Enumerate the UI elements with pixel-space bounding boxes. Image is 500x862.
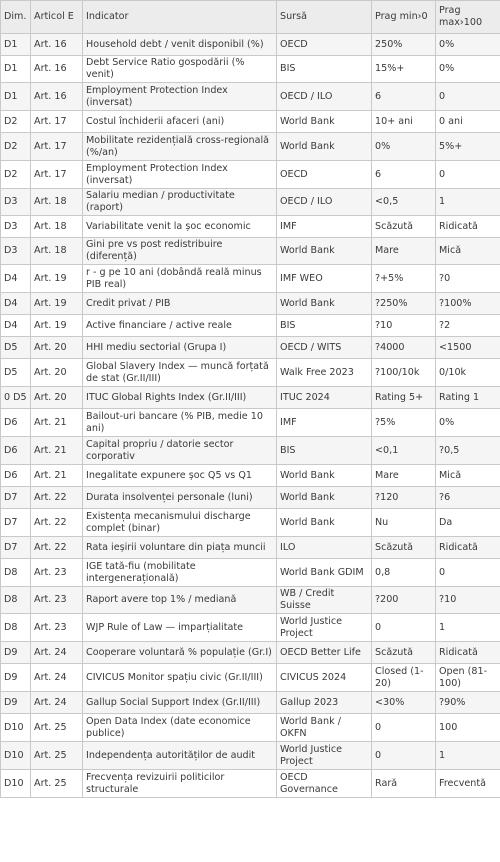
cell-max-threshold: ?2 — [436, 315, 500, 337]
cell-source: IMF — [277, 216, 372, 238]
cell-min-threshold: ?+5% — [372, 265, 436, 293]
header-article: Articol E — [31, 1, 83, 34]
cell-source: OECD — [277, 34, 372, 56]
table-row — [1, 487, 500, 509]
table-row — [1, 387, 500, 409]
cell-source: Gallup 2023 — [277, 692, 372, 714]
cell-article: Art. 23 — [31, 614, 83, 642]
cell-dimension: D3 — [1, 216, 31, 238]
cell-max-threshold: 5%+ — [436, 133, 500, 161]
cell-max-threshold: Rating 1 — [436, 387, 500, 409]
cell-dimension: D1 — [1, 56, 31, 83]
cell-min-threshold: 6 — [372, 161, 436, 189]
cell-source: World Justice Project — [277, 742, 372, 770]
cell-indicator: Mobilitate rezidențială cross-regională (%/an) — [83, 133, 277, 161]
cell-max-threshold: ?90% — [436, 692, 500, 714]
cell-article: Art. 21 — [31, 409, 83, 437]
cell-source: OECD Better Life — [277, 642, 372, 664]
table-row — [1, 642, 500, 664]
cell-article: Art. 16 — [31, 83, 83, 111]
cell-article: Art. 20 — [31, 359, 83, 387]
table-row — [1, 692, 500, 714]
cell-max-threshold: ?10 — [436, 587, 500, 614]
cell-article: Art. 24 — [31, 692, 83, 714]
cell-min-threshold: ?250% — [372, 293, 436, 315]
cell-article: Art. 21 — [31, 437, 83, 465]
cell-max-threshold: 0% — [436, 56, 500, 83]
cell-source: World Bank / OKFN — [277, 714, 372, 742]
table-row — [1, 315, 500, 337]
cell-indicator: Raport avere top 1% / mediană — [83, 587, 277, 614]
cell-indicator: Rata ieșirii voluntare din piața muncii — [83, 537, 277, 559]
cell-max-threshold: 0% — [436, 409, 500, 437]
cell-source: OECD / ILO — [277, 189, 372, 216]
cell-indicator: Debt Service Ratio gospodării (% venit) — [83, 56, 277, 83]
cell-indicator: CIVICUS Monitor spațiu civic (Gr.II/III) — [83, 664, 277, 692]
cell-source: World Justice Project — [277, 614, 372, 642]
cell-indicator: HHI mediu sectorial (Grupa I) — [83, 337, 277, 359]
cell-indicator: Variabilitate venit la șoc economic — [83, 216, 277, 238]
cell-dimension: D8 — [1, 559, 31, 587]
header-min-threshold: Prag min›0 — [372, 1, 436, 34]
table-row — [1, 714, 500, 742]
table-body — [1, 34, 500, 798]
table-row — [1, 34, 500, 56]
table-row — [1, 238, 500, 265]
header-max-threshold: Prag max›100 — [436, 1, 500, 34]
cell-article: Art. 19 — [31, 265, 83, 293]
cell-min-threshold: 250% — [372, 34, 436, 56]
table-row — [1, 437, 500, 465]
cell-indicator: Independența autorităților de audit — [83, 742, 277, 770]
cell-min-threshold: 0% — [372, 133, 436, 161]
cell-min-threshold: Scăzută — [372, 537, 436, 559]
table-header — [1, 1, 500, 34]
cell-source: BIS — [277, 437, 372, 465]
cell-max-threshold: Mică — [436, 238, 500, 265]
cell-source: WB / Credit Suisse — [277, 587, 372, 614]
cell-source: World Bank — [277, 487, 372, 509]
cell-dimension: D4 — [1, 265, 31, 293]
cell-source: OECD — [277, 161, 372, 189]
table-row — [1, 359, 500, 387]
cell-max-threshold: 1 — [436, 189, 500, 216]
cell-source: OECD / ILO — [277, 83, 372, 111]
table-row — [1, 742, 500, 770]
cell-indicator: Active financiare / active reale — [83, 315, 277, 337]
table-row — [1, 161, 500, 189]
cell-source: World Bank — [277, 465, 372, 487]
cell-indicator: r - g pe 10 ani (dobândă reală minus PIB real) — [83, 265, 277, 293]
cell-min-threshold: ?200 — [372, 587, 436, 614]
cell-source: OECD / WITS — [277, 337, 372, 359]
cell-dimension: D5 — [1, 359, 31, 387]
header-dim: Dim. — [1, 1, 31, 34]
cell-max-threshold: 0/10k — [436, 359, 500, 387]
cell-max-threshold: ?100% — [436, 293, 500, 315]
header-source: Sursă — [277, 1, 372, 34]
cell-indicator: Salariu median / productivitate (raport) — [83, 189, 277, 216]
cell-dimension: D2 — [1, 111, 31, 133]
cell-indicator: Cooperare voluntară % populație (Gr.I) — [83, 642, 277, 664]
cell-min-threshold: <0,5 — [372, 189, 436, 216]
cell-article: Art. 25 — [31, 770, 83, 798]
cell-dimension: D6 — [1, 437, 31, 465]
cell-min-threshold: Rating 5+ — [372, 387, 436, 409]
cell-article: Art. 22 — [31, 487, 83, 509]
cell-indicator: Durata insolvenței personale (luni) — [83, 487, 277, 509]
cell-article: Art. 16 — [31, 34, 83, 56]
cell-min-threshold: 0 — [372, 714, 436, 742]
cell-dimension: D4 — [1, 293, 31, 315]
cell-dimension: D4 — [1, 315, 31, 337]
cell-min-threshold: 10+ ani — [372, 111, 436, 133]
cell-indicator: Frecvența revizuirii politicilor structurale — [83, 770, 277, 798]
cell-max-threshold: 0 — [436, 559, 500, 587]
table-row — [1, 265, 500, 293]
cell-dimension: D5 — [1, 337, 31, 359]
cell-indicator: Employment Protection Index (inversat) — [83, 83, 277, 111]
cell-max-threshold: ?6 — [436, 487, 500, 509]
table-row — [1, 537, 500, 559]
cell-source: World Bank — [277, 238, 372, 265]
cell-dimension: D3 — [1, 238, 31, 265]
cell-max-threshold: 100 — [436, 714, 500, 742]
cell-article: Art. 25 — [31, 742, 83, 770]
table-row — [1, 56, 500, 83]
table-row — [1, 664, 500, 692]
cell-source: IMF — [277, 409, 372, 437]
table-row — [1, 337, 500, 359]
cell-article: Art. 17 — [31, 133, 83, 161]
cell-indicator: Open Data Index (date economice publice) — [83, 714, 277, 742]
cell-min-threshold: Scăzută — [372, 642, 436, 664]
cell-article: Art. 24 — [31, 642, 83, 664]
table-row — [1, 293, 500, 315]
cell-min-threshold: 0 — [372, 742, 436, 770]
cell-article: Art. 17 — [31, 161, 83, 189]
table-row — [1, 559, 500, 587]
cell-dimension: D1 — [1, 34, 31, 56]
cell-indicator: Bailout-uri bancare (% PIB, medie 10 ani) — [83, 409, 277, 437]
cell-min-threshold: Nu — [372, 509, 436, 537]
table-row — [1, 216, 500, 238]
cell-indicator: WJP Rule of Law — imparțialitate — [83, 614, 277, 642]
cell-article: Art. 19 — [31, 293, 83, 315]
cell-max-threshold: Da — [436, 509, 500, 537]
cell-article: Art. 19 — [31, 315, 83, 337]
table-row — [1, 409, 500, 437]
cell-source: BIS — [277, 56, 372, 83]
cell-article: Art. 22 — [31, 537, 83, 559]
cell-max-threshold: Frecventă — [436, 770, 500, 798]
cell-indicator: Gini pre vs post redistribuire (diferență) — [83, 238, 277, 265]
cell-dimension: D9 — [1, 642, 31, 664]
cell-min-threshold: ?4000 — [372, 337, 436, 359]
cell-indicator: Employment Protection Index (inversat) — [83, 161, 277, 189]
cell-dimension: D8 — [1, 587, 31, 614]
cell-source: World Bank — [277, 509, 372, 537]
cell-min-threshold: <0,1 — [372, 437, 436, 465]
cell-indicator: Capital propriu / datorie sector corporativ — [83, 437, 277, 465]
cell-min-threshold: <30% — [372, 692, 436, 714]
cell-indicator: Credit privat / PIB — [83, 293, 277, 315]
cell-dimension: D2 — [1, 161, 31, 189]
cell-max-threshold: 0 ani — [436, 111, 500, 133]
cell-min-threshold: ?100/10k — [372, 359, 436, 387]
cell-indicator: Global Slavery Index — muncă forțată de stat (Gr.II/III) — [83, 359, 277, 387]
cell-source: ILO — [277, 537, 372, 559]
cell-source: Walk Free 2023 — [277, 359, 372, 387]
cell-article: Art. 21 — [31, 465, 83, 487]
cell-article: Art. 18 — [31, 238, 83, 265]
cell-dimension: D10 — [1, 714, 31, 742]
cell-dimension: D6 — [1, 409, 31, 437]
cell-dimension: D9 — [1, 692, 31, 714]
cell-indicator: ITUC Global Rights Index (Gr.II/III) — [83, 387, 277, 409]
cell-source: World Bank GDIM — [277, 559, 372, 587]
table-row — [1, 614, 500, 642]
cell-dimension: D7 — [1, 509, 31, 537]
cell-dimension: D8 — [1, 614, 31, 642]
cell-max-threshold: 0 — [436, 83, 500, 111]
cell-min-threshold: 0,8 — [372, 559, 436, 587]
cell-dimension: D9 — [1, 664, 31, 692]
table-row — [1, 111, 500, 133]
cell-indicator: Household debt / venit disponibil (%) — [83, 34, 277, 56]
cell-max-threshold: 1 — [436, 614, 500, 642]
cell-article: Art. 23 — [31, 559, 83, 587]
cell-article: Art. 20 — [31, 337, 83, 359]
cell-article: Art. 18 — [31, 189, 83, 216]
cell-max-threshold: <1500 — [436, 337, 500, 359]
cell-dimension: D10 — [1, 742, 31, 770]
cell-dimension: D7 — [1, 487, 31, 509]
cell-max-threshold: Ridicată — [436, 537, 500, 559]
cell-min-threshold: Closed (1-20) — [372, 664, 436, 692]
table-row — [1, 587, 500, 614]
header-row — [1, 1, 500, 34]
cell-dimension: D10 — [1, 770, 31, 798]
cell-dimension: D1 — [1, 83, 31, 111]
cell-dimension: 0 D5 — [1, 387, 31, 409]
cell-min-threshold: Mare — [372, 465, 436, 487]
table-row — [1, 770, 500, 798]
cell-max-threshold: Mică — [436, 465, 500, 487]
cell-dimension: D6 — [1, 465, 31, 487]
cell-article: Art. 25 — [31, 714, 83, 742]
cell-min-threshold: Scăzută — [372, 216, 436, 238]
cell-dimension: D3 — [1, 189, 31, 216]
cell-min-threshold: 15%+ — [372, 56, 436, 83]
table-row — [1, 189, 500, 216]
cell-dimension: D7 — [1, 537, 31, 559]
cell-article: Art. 24 — [31, 664, 83, 692]
table-row — [1, 133, 500, 161]
cell-min-threshold: Rară — [372, 770, 436, 798]
cell-max-threshold: 0% — [436, 34, 500, 56]
cell-max-threshold: Ridicată — [436, 642, 500, 664]
cell-dimension: D2 — [1, 133, 31, 161]
cell-source: World Bank — [277, 111, 372, 133]
cell-min-threshold: 6 — [372, 83, 436, 111]
cell-article: Art. 22 — [31, 509, 83, 537]
cell-article: Art. 16 — [31, 56, 83, 83]
cell-article: Art. 20 — [31, 387, 83, 409]
table-row — [1, 83, 500, 111]
cell-min-threshold: ?5% — [372, 409, 436, 437]
cell-max-threshold: ?0,5 — [436, 437, 500, 465]
cell-min-threshold: ?10 — [372, 315, 436, 337]
cell-max-threshold: Ridicată — [436, 216, 500, 238]
cell-indicator: IGE tată-fiu (mobilitate intergenerațională) — [83, 559, 277, 587]
cell-source: World Bank — [277, 293, 372, 315]
cell-min-threshold: ?120 — [372, 487, 436, 509]
cell-source: BIS — [277, 315, 372, 337]
cell-max-threshold: Open (81-100) — [436, 664, 500, 692]
table-row — [1, 465, 500, 487]
cell-indicator: Costul închiderii afaceri (ani) — [83, 111, 277, 133]
cell-min-threshold: Mare — [372, 238, 436, 265]
cell-source: CIVICUS 2024 — [277, 664, 372, 692]
cell-article: Art. 17 — [31, 111, 83, 133]
cell-max-threshold: ?0 — [436, 265, 500, 293]
header-indicator: Indicator — [83, 1, 277, 34]
cell-max-threshold: 0 — [436, 161, 500, 189]
cell-indicator: Gallup Social Support Index (Gr.II/III) — [83, 692, 277, 714]
cell-max-threshold: 1 — [436, 742, 500, 770]
cell-source: IMF WEO — [277, 265, 372, 293]
cell-source: World Bank — [277, 133, 372, 161]
table-row — [1, 509, 500, 537]
cell-source: ITUC 2024 — [277, 387, 372, 409]
cell-indicator: Existența mecanismului discharge complet (binar) — [83, 509, 277, 537]
cell-source: OECD Governance — [277, 770, 372, 798]
cell-indicator: Inegalitate expunere șoc Q5 vs Q1 — [83, 465, 277, 487]
cell-min-threshold: 0 — [372, 614, 436, 642]
cell-article: Art. 23 — [31, 587, 83, 614]
cell-article: Art. 18 — [31, 216, 83, 238]
